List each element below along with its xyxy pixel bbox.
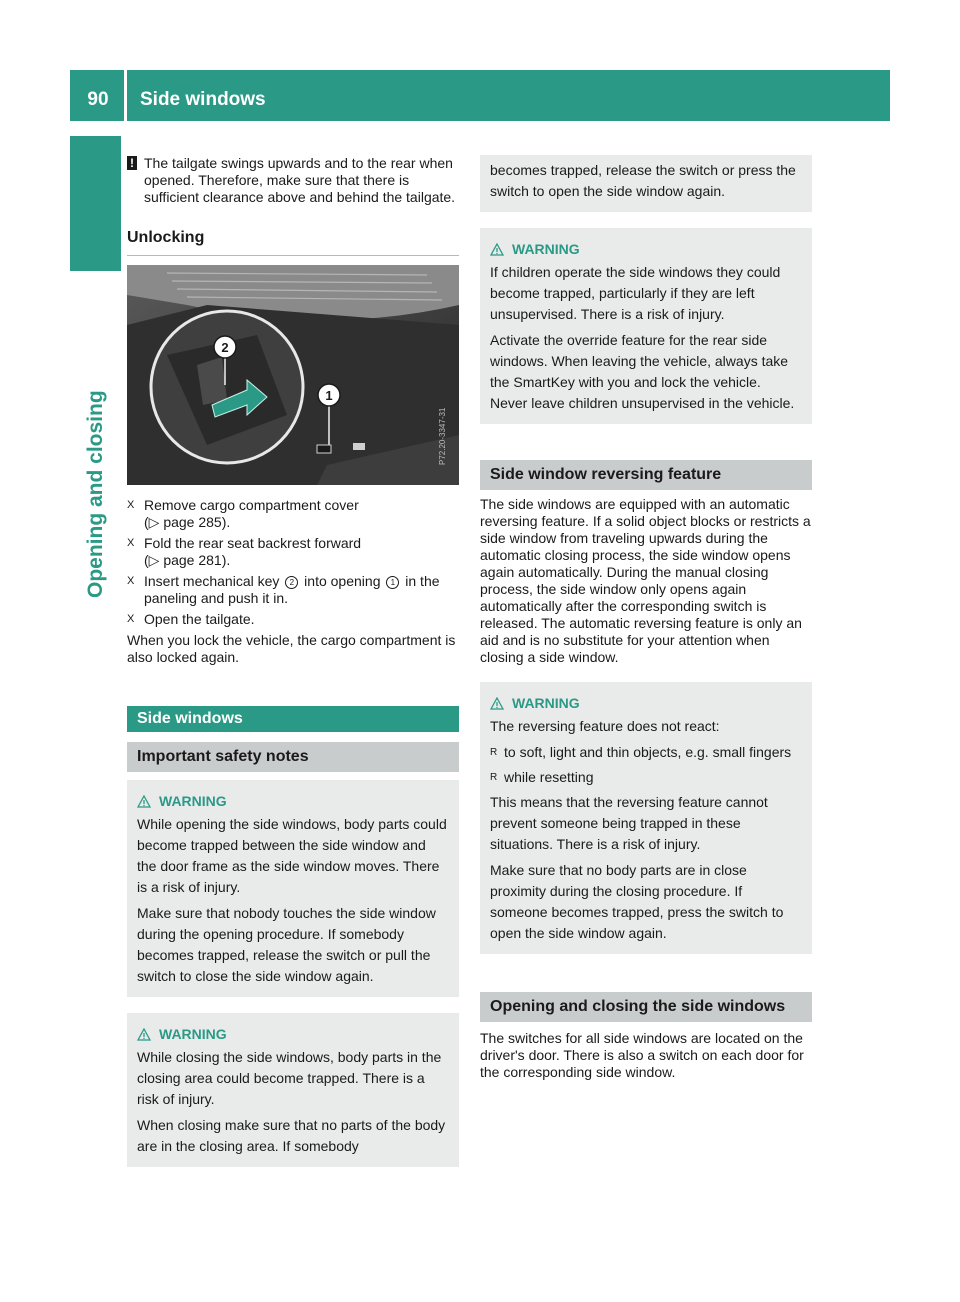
step-arrow-icon: X [127,613,135,625]
warning-triangle-icon [490,243,504,256]
warning-text: While closing the side windows, body parts in the closing area could become trapped. There is a risk of injury. [137,1049,442,1107]
reversing-text: The side windows are equipped with an automatic reversing feature. If a solid object blocks or restricts a side window from traveling upwards during the automatic closing process, the side window opens again automatically. During the manual closing process, the side window only opens again automatically after the corresponding switch is released. The automatic reversing feature is only an aid and is no substitute for your attention when closing a side window. [480,496,811,665]
step-arrow-icon: X [127,537,135,549]
bullet-item: R while resetting [490,767,802,788]
unlocking-figure [127,265,459,485]
step-text: Insert mechanical key 2 into opening 1 in the paneling and push it in. [144,573,440,606]
lock-note: When you lock the vehicle, the cargo compartment is also locked again. [127,632,456,665]
section-title-side-windows: Side windows [127,706,459,732]
bullet-item: R to soft, light and thin objects, e.g. small fingers [490,742,802,763]
step-remove-cover [127,497,459,531]
chapter-label: Opening and closing [84,390,107,598]
chapter-tab [70,136,121,271]
warning-text: Make sure that nobody touches the side window during the opening procedure. If somebody becomes trapped, release the switch or pull the switch to close the side window again. [137,905,436,984]
bullet-icon: R [490,747,498,758]
right-column [480,155,812,1081]
caution-text: The tailgate swings upwards and to the rear when opened. Therefore, make sure that there is sufficient clearance above and behind the tailgate. [144,155,456,205]
figure-code: P72.20-3347-31 [438,407,447,465]
caution-note [127,155,459,206]
unlocking-heading: Unlocking [127,228,459,256]
header-divider [124,70,127,121]
warning-text: becomes trapped, release the switch or press the switch to open the side window again. [490,162,796,199]
warning-text: Make sure that no body parts are in close proximity during the closing procedure. If someone becomes trapped, press the switch to open the side window again. [490,862,784,941]
step-arrow-icon: X [127,575,135,587]
warning-text: While opening the side windows, body parts could become trapped between the side window and the door frame as the side window moves. There is a risk of injury. [137,816,447,895]
warning-triangle-icon [137,1028,151,1041]
warning-text: Activate the override feature for the rear side windows. When leaving the vehicle, always take the SmartKey with you and lock the vehicle. Never leave children unsupervised in the vehicle. [490,332,795,411]
warning-title: WARNING [137,1025,449,1043]
page-title: Side windows [140,89,266,110]
step-insert-key [127,573,459,607]
warning-box-reversing [480,682,812,954]
step-fold-backrest [127,535,459,569]
warning-title: WARNING [490,694,802,712]
section-title-opening-closing: Opening and closing the side windows [480,992,812,1022]
warning-triangle-icon [490,697,504,710]
warning-box-continued [480,155,812,212]
subsection-title-safety: Important safety notes [127,742,459,772]
step-text: Remove cargo compartment cover [144,497,359,513]
opening-closing-text: The switches for all side windows are located on the driver's door. There is also a switch on each door for the corresponding side window. [480,1030,804,1080]
callout-2: 2 [221,340,229,355]
warning-text: The reversing feature does not react: [490,718,720,734]
page-ref: (▷ page 281). [144,552,231,568]
warning-title: WARNING [137,792,449,810]
step-open-tailgate [127,611,459,628]
warning-box-opening [127,780,459,997]
warning-box-children [480,228,812,424]
callout-1: 1 [325,388,333,403]
warning-box-closing [127,1013,459,1167]
left-column [127,155,459,1167]
warning-text: When closing make sure that no parts of the body are in the closing area. If somebody [137,1117,446,1154]
cargo-area-illustration [127,265,459,485]
exclamation-icon: ! [127,156,137,170]
step-text: Open the tailgate. [144,611,255,627]
step-arrow-icon: X [127,499,135,511]
warning-triangle-icon [137,795,151,808]
step-text: Fold the rear seat backrest forward [144,535,362,551]
callout-ref-2: 2 [285,576,298,589]
section-title-reversing: Side window reversing feature [480,460,812,490]
bullet-icon: R [490,772,498,783]
warning-title: WARNING [490,240,802,258]
page-ref: (▷ page 285). [144,514,231,530]
warning-text: This means that the reversing feature cannot prevent someone being trapped in these situations. There is a risk of injury. [490,794,768,852]
page-number: 90 [87,89,109,110]
warning-text: If children operate the side windows they could become trapped, particularly if they are left unsupervised. There is a risk of injury. [490,264,781,322]
callout-ref-1: 1 [386,576,399,589]
